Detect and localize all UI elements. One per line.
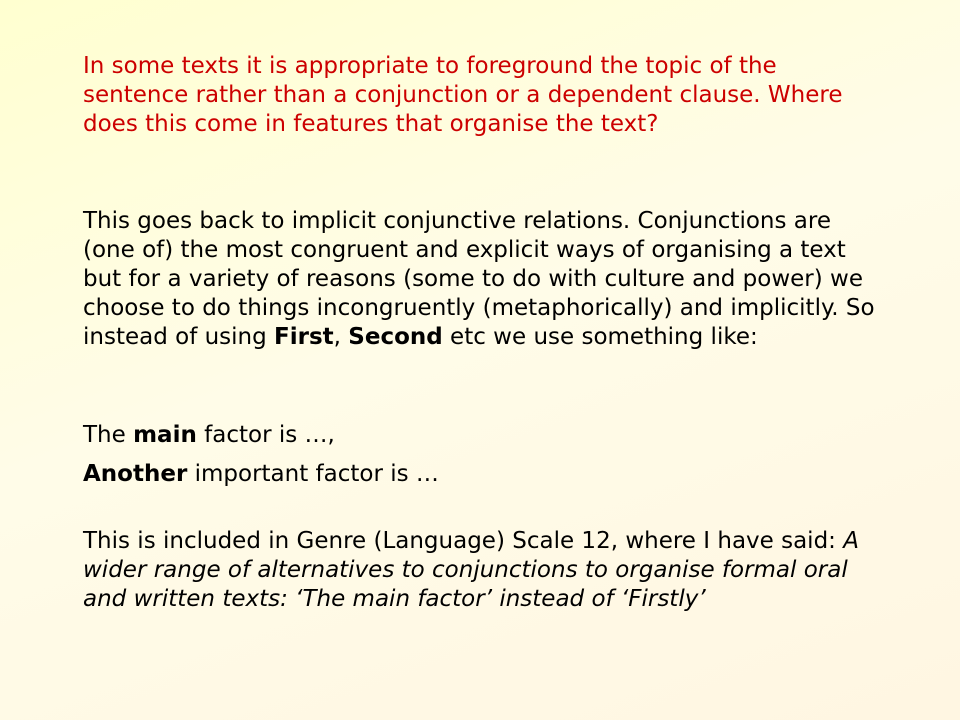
example1-suffix: factor is …,	[196, 422, 335, 448]
scale-note-text: This is included in Genre (Language) Scale 12, where I have said:	[83, 528, 844, 554]
scale-note-paragraph	[83, 527, 883, 614]
example2-suffix: important factor is …	[187, 461, 439, 487]
example2-bold-another: Another	[83, 461, 188, 487]
question-paragraph	[83, 52, 883, 139]
example1-prefix: The	[83, 422, 134, 448]
comma-separator: ,	[333, 324, 349, 350]
bold-first: First	[274, 324, 334, 350]
explanation-text-end: etc we use something like:	[442, 324, 758, 350]
scale-note-italic: A wider range of alternatives to conjunctions to organise formal oral and written texts: ‘The main factor’ instead of ‘Firstly’	[83, 528, 859, 612]
example1-bold-main: main	[133, 422, 197, 448]
explanation-paragraph	[83, 207, 883, 352]
bold-second: Second	[348, 324, 443, 350]
question-text: In some texts it is appropriate to foreground the topic of the sentence rather than a conjunction or a dependent clause. Where does this come in features that organise the text?	[83, 53, 843, 137]
example-main-factor	[83, 421, 883, 450]
explanation-text-start: This goes back to implicit conjunctive relations. Conjunctions are (one of) the most congruent and explicit ways of organising a text but for a variety of reasons (some to do with culture and power) we choose to do things incongruently (metaphorically) and implicitly. So instead of using	[83, 208, 875, 350]
example-another-factor	[83, 460, 883, 489]
